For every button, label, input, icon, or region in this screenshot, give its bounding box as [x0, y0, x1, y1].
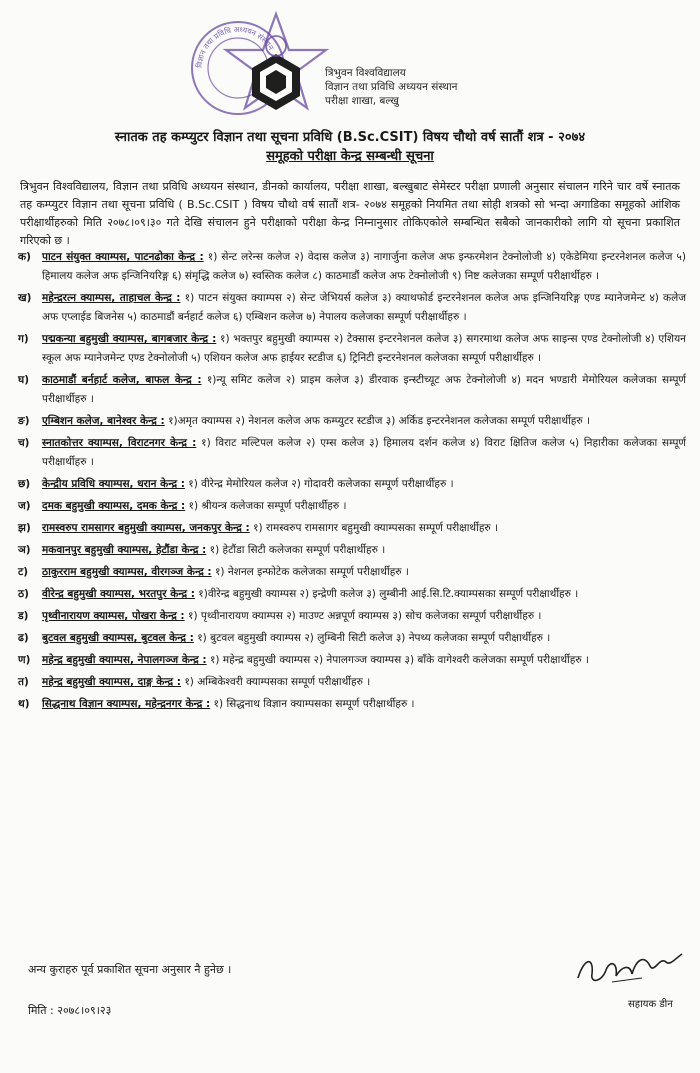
- item-marker: त): [18, 676, 29, 688]
- exam-center-item: [18, 371, 686, 409]
- item-marker: ङ): [18, 415, 30, 427]
- exam-center-name: केन्द्रीय प्रविधि क्याम्पस, धरान केन्द्र :: [42, 478, 185, 490]
- exam-center-item: [18, 673, 686, 692]
- exam-center-name: सिद्धनाथ विज्ञान क्याम्पस, महेन्द्रनगर केन्द्र :: [42, 698, 211, 710]
- college-list: १) वीरेन्द्र मेमोरियल कलेज २) गोदावरी कलेजका सम्पूर्ण परीक्षार्थीहरु ।: [188, 478, 454, 490]
- exam-center-item: [18, 519, 686, 538]
- item-marker: ज): [18, 500, 31, 512]
- exam-center-name: महेन्द्र बहुमुखी क्याम्पस, दाङ्ग केन्द्र :: [42, 676, 181, 688]
- exam-center-name: स्नातकोत्तर क्याम्पस, विराटनगर केन्द्र :: [42, 437, 197, 449]
- college-list: १) श्रीयन्त्र कलेजका सम्पूर्ण परीक्षार्थीहरु ।: [188, 500, 347, 512]
- exam-center-name: दमक बहुमुखी क्याम्पस, दमक केन्द्र :: [42, 500, 186, 512]
- exam-center-name: महेन्द्र बहुमुखी क्याम्पस, नेपालगञ्ज केन्द्र :: [42, 654, 207, 666]
- exam-center-name: वीरेन्द्र बहुमुखी क्याम्पस, भरतपुर केन्द्र :: [42, 588, 195, 600]
- item-marker: च): [18, 437, 30, 449]
- exam-center-item: [18, 434, 686, 472]
- exam-center-item: [18, 585, 686, 604]
- notice-title: [20, 128, 680, 166]
- college-list: १)अमृत क्याम्पस २) नेशनल कलेज अफ कम्प्युटर स्टडीज ३) अर्किड इन्टरनेशनल कलेजका सम्पूर्ण परीक्षार्थीहरु ।: [168, 415, 590, 427]
- exam-center-item: [18, 695, 686, 714]
- college-list: १) पाटन संयुक्त क्याम्पस २) सेन्ट जेभियर्स कलेज ३) क्याथफोर्ड इन्टरनेशनल कलेज अफ इन्जिनियरिङ्ग एण्ड म्यानेजमेन्ट ४) कलेज अफ एप्लाईड बिजनेस ५) काठमाडौं बर्नहार्ट कलेज ६) एम्बिशन कलेज ७) नेपालय कलेजका सम्पूर्ण परीक्षार्थीहरु ।: [42, 292, 687, 323]
- college-list: १) बुटवल बहुमुखी क्याम्पस २) लुम्बिनी सिटी कलेज ३) नेपथ्य कलेजका सम्पूर्ण परीक्षार्थीहरु ।: [197, 632, 551, 644]
- item-marker: झ): [18, 522, 31, 534]
- item-marker: क): [18, 251, 31, 263]
- exam-center-item: [18, 541, 686, 560]
- title-line-1: स्नातक तह कम्प्युटर विज्ञान तथा सूचना प्रविधि (B.Sc.CSIT) विषय चौथो वर्ष सातौं शत्र - २०७४: [114, 130, 586, 145]
- item-marker: ख): [18, 292, 32, 304]
- college-list: १) रामस्वरुप रामसागर बहुमुखी क्याम्पसका सम्पूर्ण परीक्षार्थीहरु ।: [253, 522, 499, 534]
- exam-center-name: एम्बिशन कलेज, बानेश्वर केन्द्र :: [42, 415, 165, 427]
- college-list: १)वीरेन्द्र बहुमुखी क्याम्पस २) इन्द्रेणी कलेज ३) लुम्बीनी आई.सि.टि.क्याम्पसका सम्पूर्ण परीक्षार्थीहरु ।: [198, 588, 579, 600]
- college-list: १) सिद्धनाथ विज्ञान क्याम्पसका सम्पूर्ण परीक्षार्थीहरु ।: [213, 698, 415, 710]
- exam-center-item: [18, 563, 686, 582]
- exam-center-name: पृथ्वीनारायण क्याम्पस, पोखरा केन्द्र :: [42, 610, 185, 622]
- exam-center-name: मकवानपुर बहुमुखी क्याम्पस, हेटौंडा केन्द्र :: [42, 544, 207, 556]
- college-list: १) नेशनल इन्फोटेक कलेजका सम्पूर्ण परीक्षार्थीहरु ।: [214, 566, 409, 578]
- item-marker: ग): [18, 333, 29, 345]
- university-name: त्रिभुवन विश्वविद्यालय: [325, 67, 406, 79]
- exam-center-item: [18, 607, 686, 626]
- intro-paragraph: त्रिभुवन विश्वविद्यालय, विज्ञान तथा प्रविधि अध्ययन संस्थान, डीनको कार्यालय, परीक्षा शाखा, बल्खुबाट सेमेस्टर परीक्षा प्रणाली अनुसार संचालन गरिने चार वर्षे स्नातक तह कम्प्युटर विज्ञान तथा सूचना प्रविधि ( B.Sc.CSIT ) विषय चौथो वर्ष सातौं शत्र- २०७४ समूहको नियमित तथा सोही शत्रको सो भन्दा अगाडिका समूहको आंशिक परीक्षार्थीहरुको मिति २०७८।०९।३० गते देखि संचालन हुने परीक्षाको परीक्षा केन्द्र निम्नानुसार तोकिएकोले सम्बन्धित सबैको जानकारीको लागि यो सूचना प्रकाशित गरिएको छ ।: [20, 180, 680, 247]
- institute-name: विज्ञान तथा प्रविधि अध्ययन संस्थान: [325, 81, 458, 93]
- college-list: १) विराट मल्टिपल कलेज २) एम्स कलेज ३) हिमालय दर्शन कलेज ४) विराट क्षितिज कलेज ५) निहारीका कलेजका सम्पूर्ण परीक्षार्थीहरु ।: [42, 437, 686, 468]
- college-list: १) हेटौंडा सिटी कलेजका सम्पूर्ण परीक्षार्थीहरु ।: [209, 544, 386, 556]
- exam-center-item: [18, 330, 686, 368]
- exam-center-name: काठमाडौं बर्नहार्ट कलेज, बाफल केन्द्र :: [42, 374, 202, 386]
- closing-note: अन्य कुराहरु पूर्व प्रकाशित सूचना अनुसार नै हुनेछ ।: [28, 963, 232, 976]
- item-marker: थ): [18, 698, 30, 710]
- exam-center-item: [18, 289, 686, 327]
- signature-icon: [572, 948, 687, 990]
- college-list: १) सेन्ट लरेन्स कलेज २) वेदास कलेज ३) नागार्जुना कलेज अफ इन्फरमेशन टेक्नोलोजी ४) एकेडेमिया इन्टरनेशनल कलेज ५) हिमालय कलेज अफ इन्जिनियरिङ्ग ६) संमृद्धि कलेज ७) स्वस्तिक कलेज ८) काठमाडौं कलेज अफ टेक्नोलोजी ९) निष्ट कलेजका सम्पूर्ण परीक्षार्थीहरु ।: [42, 251, 686, 282]
- exam-center-item: [18, 497, 686, 516]
- university-emblem-icon: [222, 10, 330, 122]
- exam-center-item: [18, 475, 686, 494]
- exam-center-name: पद्मकन्या बहुमुखी क्याम्पस, बागबजार केन्द्र :: [42, 333, 217, 345]
- item-marker: ठ): [18, 588, 29, 600]
- exam-center-name: पाटन संयुक्त क्याम्पस, पाटनढोका केन्द्र :: [42, 251, 204, 263]
- item-marker: घ): [18, 374, 30, 386]
- university-address: [325, 66, 458, 108]
- item-marker: ढ): [18, 632, 29, 644]
- exam-center-item: [18, 412, 686, 431]
- exam-center-name: बुटवल बहुमुखी क्याम्पस, बुटवल केन्द्र :: [42, 632, 194, 644]
- item-marker: ञ): [18, 544, 31, 556]
- exam-center-item: [18, 629, 686, 648]
- exam-center-list: [18, 248, 686, 717]
- exam-center-name: महेन्द्ररत्न क्याम्पस, ताहाचल केन्द्र :: [42, 292, 181, 304]
- exam-center-item: [18, 248, 686, 286]
- signatory-title: सहायक डीन: [628, 999, 673, 1010]
- item-marker: ण): [18, 654, 31, 666]
- college-list: १) अम्बिकेश्वरी क्याम्पसका सम्पूर्ण परीक्षार्थीहरु ।: [184, 676, 371, 688]
- item-marker: ट): [18, 566, 29, 578]
- college-list: १) महेन्द्र बहुमुखी क्याम्पस २) नेपालगञ्ज क्याम्पस ३) बाँके वागेश्वरी कलेजका सम्पूर्ण परीक्षार्थीहरु ।: [209, 654, 589, 666]
- college-list: १) भक्तपुर बहुमुखी क्याम्पस २) टेक्सास इन्टरनेशनल कलेज ३) सगरमाथा कलेज अफ साइन्स एण्ड टेक्नोलोजी ४) एशियन स्कूल अफ म्यानेजमेन्ट एण्ड टेक्नोलोजी ५) एशियन कलेज अफ हाईयर स्टडीज ६) ट्रिनिटी इन्टरनेशनल कलेजका सम्पूर्ण परीक्षार्थीहरु ।: [42, 333, 686, 364]
- letterhead: [0, 0, 700, 125]
- item-marker: ड): [18, 610, 29, 622]
- college-list: १) पृथ्वीनारायण क्याम्पस २) माउण्ट अन्नपूर्ण क्याम्पस ३) सोच कलेजका सम्पूर्ण परीक्षार्थीहरु ।: [187, 610, 542, 622]
- title-line-2: समूहको परीक्षा केन्द्र सम्बन्धी सूचना: [266, 149, 434, 164]
- notice-date: मिति : २०७८।०९।२३: [28, 1004, 112, 1017]
- exam-center-name: ठाकुरराम बहुमुखी क्याम्पस, वीरगञ्ज केन्द्र :: [42, 566, 212, 578]
- exam-center-name: रामस्वरुप रामसागर बहुमुखी क्याम्पस, जनकपुर केन्द्र :: [42, 522, 250, 534]
- college-list: १)न्यू समिट कलेज २) प्राइम कलेज ३) डीरवाक इन्स्टीच्यूट अफ टेक्नोलोजी ४) मदन भण्डारी मेमोरियल कलेजका सम्पूर्ण परीक्षार्थीहरु ।: [42, 374, 687, 405]
- exam-section: परीक्षा शाखा, बल्खु: [325, 95, 399, 107]
- item-marker: छ): [18, 478, 31, 490]
- exam-center-item: [18, 651, 686, 670]
- stamp-text: विज्ञान तथा प्रविधि अध्ययन संस्थान: [194, 24, 276, 69]
